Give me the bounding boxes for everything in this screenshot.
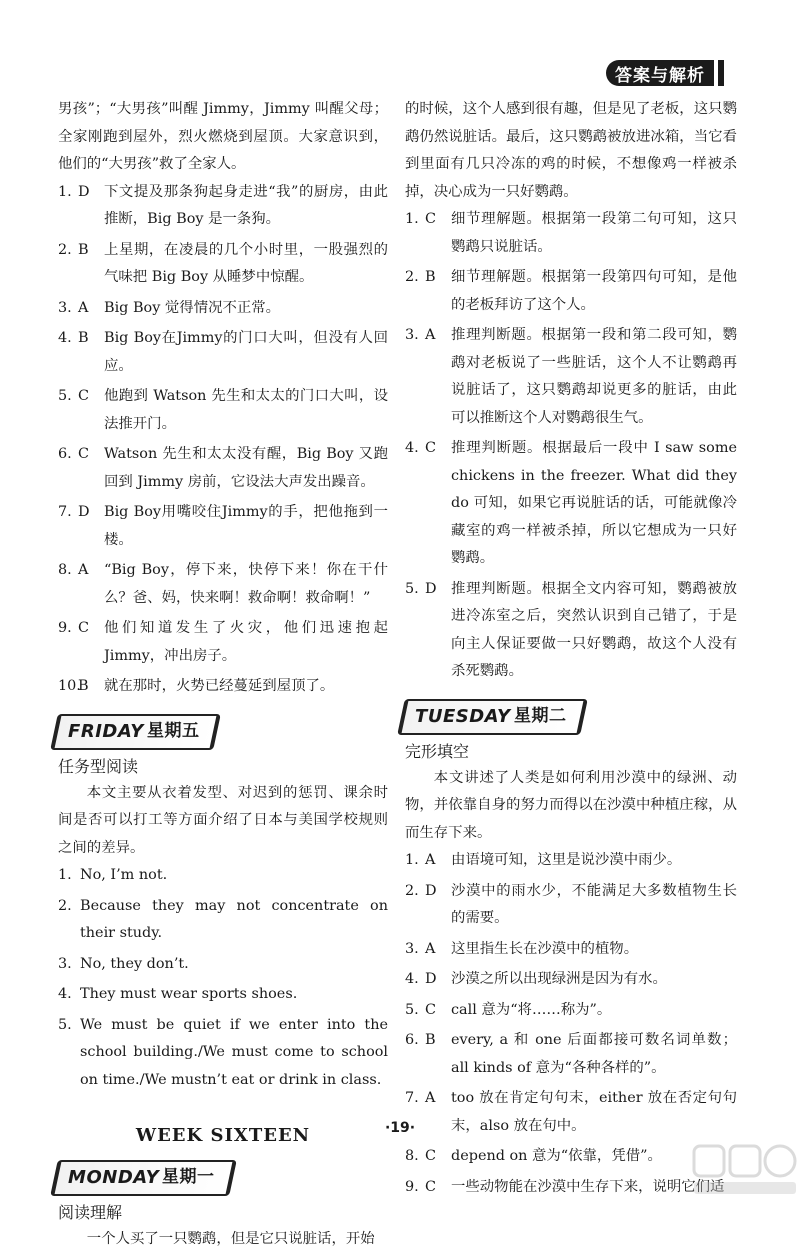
item-number: 2. — [405, 269, 419, 285]
item-explanation: They must wear sports shoes. — [80, 986, 298, 1002]
monday-banner-cn: 星期一 — [162, 1167, 215, 1188]
list-item — [405, 1174, 737, 1202]
item-explanation: 一些动物能在沙漠中生存下来，说明它们适 — [451, 1178, 725, 1195]
list-item — [405, 206, 737, 261]
item-number: 5. — [405, 580, 419, 597]
monday-banner-en: MONDAY — [68, 1167, 160, 1189]
list-item — [405, 264, 737, 319]
list-item — [58, 557, 388, 612]
item-explanation: 沙漠中的雨水少，不能满足大多数植物生长的需要。 — [451, 882, 737, 926]
item-number: 3. — [405, 327, 419, 343]
item-answer-letter: B — [78, 241, 89, 258]
tuesday-banner — [397, 699, 588, 735]
item-answer-letter: D — [78, 504, 90, 520]
item-explanation: 推理判断题。根据最后一段中 I saw some chickens in the freezer. What did they do 可知，如果它再说脏话的话，可能就像冷藏室的鸡一样被杀掉，所以它想成为一只好鹦鹉。 — [451, 440, 737, 566]
item-number: 6. — [405, 1032, 419, 1048]
tuesday-banner-cn: 星期二 — [513, 705, 566, 726]
item-explanation: Watson 先生和太太没有醒，Big Boy 又跑回到 Jimmy 房前，它设法大声发出躁音。 — [104, 446, 388, 490]
item-number: 5. — [405, 1001, 419, 1018]
item-number: 4. — [58, 330, 72, 346]
item-explanation: 细节理解题。根据第一段第二句可知，这只鹦鹉只说脏话。 — [451, 211, 737, 255]
tuesday-intro-paragraph: 本文讲述了人类是如何利用沙漠中的绿洲、动物，并依靠自身的努力而得以在沙漠中种植庄稼，从而生存下来。 — [405, 769, 737, 841]
list-item — [405, 1027, 737, 1082]
item-explanation: 下文提及那条狗起身走进“我”的厨房，由此推断，Big Boy 是一条狗。 — [104, 183, 388, 227]
item-explanation: 就在那时，火势已经蔓延到屋顶了。 — [104, 678, 335, 694]
item-number: 1. — [58, 867, 72, 883]
item-explanation: Big Boy用嘴咬住Jimmy的手，把他拖到一楼。 — [104, 504, 388, 548]
left-answer-list — [58, 179, 388, 701]
friday-section-title: 任务型阅读 — [58, 756, 139, 776]
item-answer-letter: B — [78, 678, 89, 694]
week-title: WEEK SIXTEEN — [135, 1125, 311, 1146]
item-number: 9. — [58, 620, 72, 636]
friday-banner-cn: 星期五 — [146, 720, 200, 741]
list-item — [58, 951, 388, 979]
item-answer-letter: A — [78, 562, 89, 578]
friday-banner — [50, 714, 221, 750]
right-intro-paragraph: 的时候，这个人感到很有趣，但是见了老板，这只鹦鹉仍然说脏话。最后，这只鹦鹉被放进冰箱，当它看到里面有几只冷冻的鸡的时候，不想像鸡一样被杀掉，决心成为一只好鹦鹉。 — [405, 101, 737, 200]
item-number: 3. — [405, 940, 419, 957]
item-number: 3. — [58, 299, 72, 316]
item-explanation: every, a 和 one 后面都接可数名词单数；all kinds of 意为“各种各样的”。 — [451, 1032, 737, 1076]
list-item — [405, 435, 737, 573]
list-item — [58, 673, 388, 701]
item-answer-letter: C — [425, 1148, 437, 1164]
item-explanation: 沙漠之所以出现绿洲是因为有水。 — [451, 971, 667, 987]
item-answer-letter: A — [425, 327, 436, 343]
watermark-logo-icon — [690, 1140, 800, 1200]
item-answer-letter: C — [78, 446, 90, 462]
item-explanation: 由语境可知，这里是说沙漠中雨少。 — [451, 852, 682, 868]
item-explanation: 这里指生长在沙漠中的植物。 — [451, 940, 639, 957]
item-number: 4. — [58, 986, 72, 1002]
item-number: 9. — [405, 1178, 419, 1195]
list-item — [405, 847, 737, 875]
item-answer-letter: A — [78, 299, 89, 316]
monday-section-title: 阅读理解 — [58, 1203, 123, 1222]
monday-intro-paragraph: 一个人买了一只鹦鹉，但是它只说脏话，开始 — [86, 1231, 375, 1247]
item-answer-letter: C — [78, 388, 90, 404]
list-item — [405, 997, 737, 1025]
list-item — [405, 576, 737, 686]
item-explanation: depend on 意为“依靠，凭借”。 — [451, 1148, 662, 1164]
item-explanation: Because they may not concentrate on their study. — [80, 897, 388, 941]
item-explanation: 上星期，在凌晨的几个小时里，一股强烈的气味把 Big Boy 从睡梦中惊醒。 — [104, 241, 388, 285]
list-item — [58, 1012, 388, 1095]
right-column — [405, 96, 737, 1204]
list-item — [405, 966, 737, 994]
item-answer-letter: B — [78, 330, 89, 346]
left-column — [58, 96, 388, 1254]
list-item — [58, 981, 388, 1009]
monday-banner — [50, 1160, 236, 1196]
item-number: 7. — [58, 504, 72, 520]
list-item — [58, 295, 388, 323]
item-answer-letter: C — [425, 211, 437, 227]
item-explanation: We must be quiet if we enter into the school building./We must come to school on time./We mustn’t eat or drink in class. — [80, 1016, 388, 1088]
list-item — [405, 1143, 737, 1171]
list-item — [405, 936, 737, 964]
item-answer-letter: C — [425, 440, 437, 456]
list-item — [405, 878, 737, 933]
page-number: ·19· — [384, 1120, 416, 1136]
list-item — [58, 615, 388, 670]
item-answer-letter: D — [425, 580, 437, 597]
item-answer-letter: D — [425, 971, 437, 987]
item-number: 7. — [405, 1090, 419, 1106]
item-number: 3. — [58, 955, 72, 972]
item-answer-letter: D — [425, 882, 437, 899]
item-number: 4. — [405, 971, 419, 987]
item-answer-letter: C — [425, 1178, 437, 1195]
item-answer-letter: B — [425, 1032, 436, 1048]
item-explanation: No, they don’t. — [80, 955, 189, 972]
item-explanation: 推理判断题。根据第一段和第二段可知，鹦鹉对老板说了一些脏话，这个人不让鹦鹉再说脏话了，这只鹦鹉却说更多的脏话，由此可以推断这个人对鹦鹉很生气。 — [451, 327, 737, 426]
item-answer-letter: A — [425, 1090, 436, 1106]
item-explanation: 细节理解题。根据第一段第四句可知，是他的老板拜访了这个人。 — [451, 269, 737, 313]
list-item — [58, 237, 388, 292]
item-answer-letter: B — [425, 269, 436, 285]
item-answer-letter: C — [425, 1001, 437, 1018]
item-number: 10. — [58, 678, 81, 694]
item-explanation: No, I’m not. — [80, 867, 168, 883]
item-explanation: 他跑到 Watson 先生和太太的门口大叫，设法推开门。 — [104, 388, 388, 432]
item-explanation: “Big Boy，停下来，快停下来！你在干什么？爸、妈，快来啊！救命啊！救命啊！” — [104, 562, 388, 606]
list-item — [58, 893, 388, 948]
left-intro-paragraph: 男孩”；“大男孩”叫醒 Jimmy，Jimmy 叫醒父母；全家刚跑到屋外，烈火燃烧到屋顶。大家意识到，他们的“大男孩”救了全家人。 — [58, 101, 388, 172]
item-number: 5. — [58, 388, 72, 404]
tuesday-section-title: 完形填空 — [405, 741, 470, 761]
item-number: 1. — [58, 183, 72, 200]
list-item — [58, 499, 388, 554]
item-number: 8. — [405, 1148, 419, 1164]
section-header-tag: 答案与解析 — [606, 60, 714, 86]
item-explanation: too 放在肯定句句末，either 放在否定句句末，also 放在句中。 — [451, 1090, 737, 1134]
item-explanation: Big Boy在Jimmy的门口大叫，但没有人回应。 — [104, 330, 388, 374]
friday-intro-paragraph: 本文主要从衣着发型、对迟到的惩罚、课余时间是否可以打工等方面介绍了日本与美国学校规则之间的差异。 — [58, 784, 388, 856]
item-number: 4. — [405, 440, 419, 456]
item-explanation: call 意为“将……称为”。 — [451, 1001, 612, 1018]
list-item — [58, 862, 388, 890]
item-number: 1. — [405, 211, 419, 227]
list-item — [58, 179, 388, 234]
item-number: 6. — [58, 446, 72, 462]
tuesday-banner-en: TUESDAY — [415, 705, 511, 727]
list-item — [58, 441, 388, 496]
item-number: 1. — [405, 852, 419, 868]
item-number: 2. — [405, 882, 419, 899]
friday-answer-list — [58, 862, 388, 1094]
item-answer-letter: A — [425, 852, 436, 868]
item-explanation: 推理判断题。根据全文内容可知，鹦鹉被放进冷冻室之后，突然认识到自己错了，于是向主人保证要做一只好鹦鹉，故这个人没有杀死鹦鹉。 — [451, 580, 737, 679]
item-answer-letter: A — [425, 940, 436, 957]
right-answer-list — [405, 206, 737, 686]
list-item — [405, 322, 737, 432]
item-number: 2. — [58, 897, 72, 914]
list-item — [58, 325, 388, 380]
item-answer-letter: D — [78, 183, 90, 200]
item-number: 2. — [58, 241, 72, 258]
item-explanation: Big Boy 觉得情况不正常。 — [104, 299, 281, 316]
item-explanation: 他们知道发生了火灾，他们迅速抱起 Jimmy，冲出房子。 — [104, 620, 388, 664]
list-item — [58, 383, 388, 438]
item-number: 5. — [58, 1016, 72, 1033]
tuesday-answer-list — [405, 847, 737, 1201]
item-answer-letter: C — [78, 620, 90, 636]
friday-banner-en: FRIDAY — [68, 720, 144, 742]
header-bar-decoration — [718, 60, 724, 86]
item-number: 8. — [58, 562, 72, 578]
